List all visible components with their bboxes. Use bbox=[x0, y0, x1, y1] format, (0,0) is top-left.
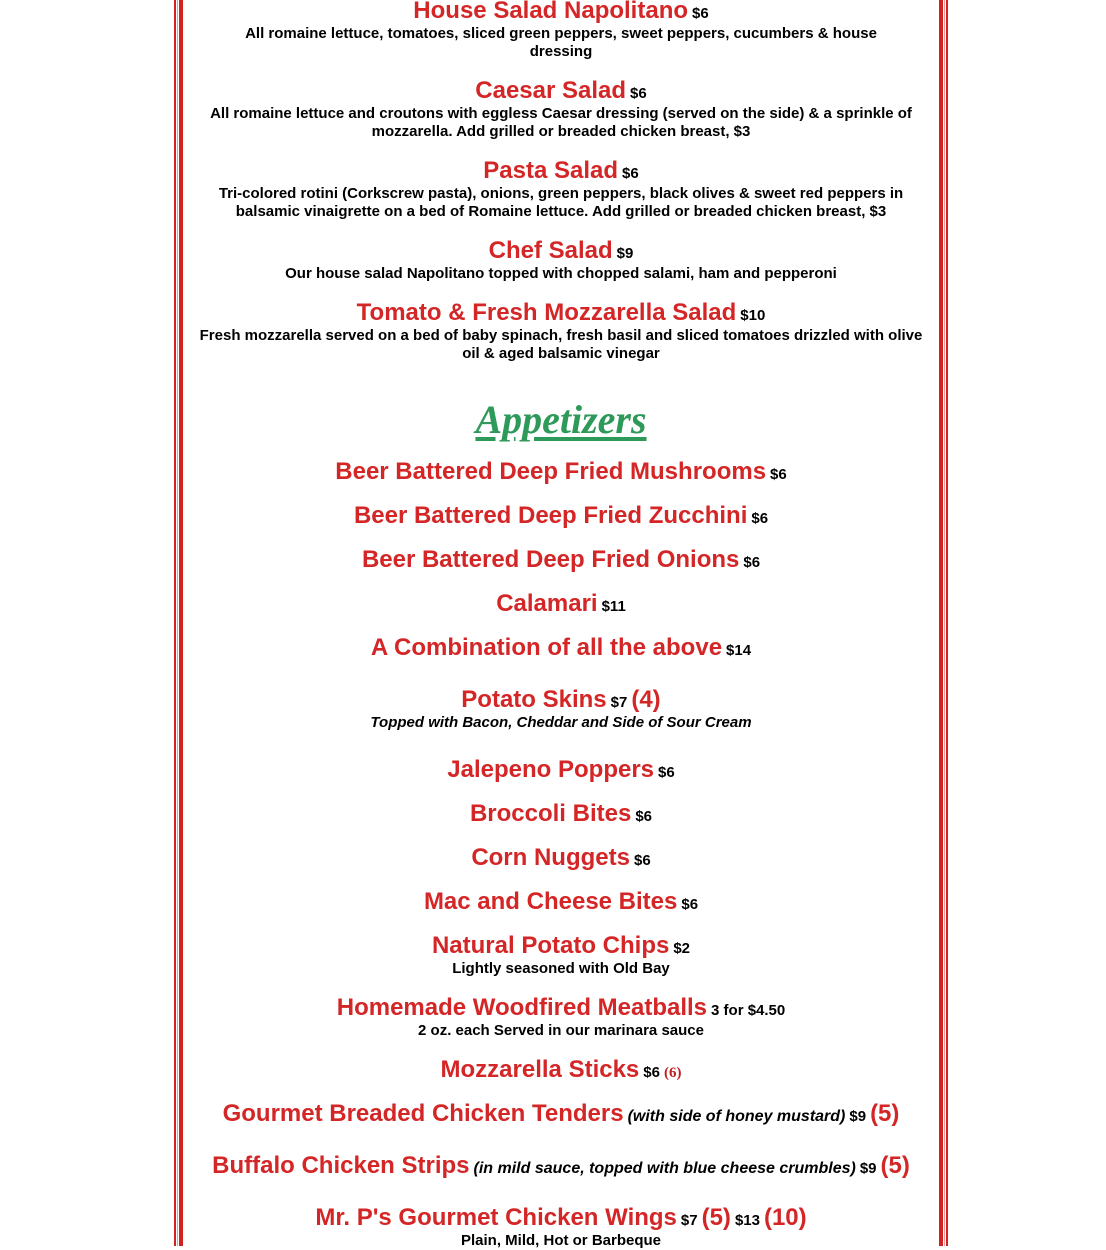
item-description: All romaine lettuce and croutons with eggless Caesar dressing (served on the side) & a sprinkle of mozzarella. Add grilled or breaded chicken breast, $3 bbox=[210, 105, 912, 140]
item-name: Beer Battered Deep Fried Zucchini bbox=[353, 502, 748, 529]
section-title-appetizers: Appetizers bbox=[475, 397, 647, 442]
item-name: Potato Skins bbox=[461, 686, 607, 713]
item-name: Buffalo Chicken Strips bbox=[212, 1152, 470, 1179]
item-name: Homemade Woodfired Meatballs bbox=[336, 994, 708, 1021]
item-note: (with side of honey mustard) bbox=[627, 1108, 846, 1125]
item-name: Jalepeno Poppers bbox=[447, 756, 655, 783]
item-name: Caesar Salad bbox=[475, 77, 627, 104]
menu-item-broccoli-bites bbox=[184, 800, 938, 828]
item-price: 3 for $4.50 bbox=[711, 1002, 786, 1019]
item-count: (5) bbox=[880, 1152, 910, 1179]
item-description: Tri-colored rotini (Corkscrew pasta), onions, green peppers, black olives & sweet red peppers in balsamic vinaigrette on a bed of Romaine lettuce. Add grilled or breaded chicken breast, $3 bbox=[218, 185, 904, 220]
menu-item-potato-chips bbox=[184, 932, 938, 978]
menu-item-caesar-salad bbox=[184, 77, 938, 141]
menu-item-combination bbox=[184, 634, 938, 662]
menu-item-chef-salad bbox=[184, 237, 938, 283]
menu-item-zucchini bbox=[184, 502, 938, 530]
item-name: Beer Battered Deep Fried Mushrooms bbox=[335, 458, 767, 485]
item-name: Gourmet Breaded Chicken Tenders bbox=[222, 1100, 624, 1127]
item-count: (10) bbox=[763, 1204, 807, 1231]
item-name: Natural Potato Chips bbox=[431, 932, 670, 959]
menu-item-mozzarella-sticks bbox=[184, 1056, 938, 1084]
item-name: Corn Nuggets bbox=[471, 844, 630, 871]
item-name: A Combination of all the above bbox=[370, 634, 723, 661]
menu-item-jalepeno-poppers bbox=[184, 756, 938, 784]
item-name: House Salad Napolitano bbox=[413, 0, 689, 24]
item-description: All romaine lettuce, tomatoes, sliced green peppers, sweet peppers, cucumbers & house dressing bbox=[245, 25, 877, 60]
item-price: $6 bbox=[630, 85, 647, 102]
item-price: $6 bbox=[633, 852, 651, 869]
item-price: $6 bbox=[681, 896, 699, 913]
menu-item-corn-nuggets bbox=[184, 844, 938, 872]
item-price: $2 bbox=[673, 940, 691, 957]
item-name: Broccoli Bites bbox=[469, 800, 632, 827]
menu-item-meatballs bbox=[184, 994, 938, 1040]
item-price: $9 bbox=[859, 1160, 877, 1177]
item-description: Plain, Mild, Hot or Barbeque bbox=[460, 1232, 662, 1249]
item-name: Tomato & Fresh Mozzarella Salad bbox=[356, 299, 737, 326]
item-description: Our house salad Napolitano topped with chopped salami, ham and pepperoni bbox=[285, 265, 837, 282]
item-price: $6 bbox=[743, 554, 761, 571]
menu-item-chicken-wings bbox=[184, 1204, 938, 1250]
item-description: Topped with Bacon, Cheddar and Side of Sour Cream bbox=[370, 714, 752, 731]
item-description: 2 oz. each Served in our marinara sauce bbox=[418, 1022, 704, 1039]
item-count: (5) bbox=[701, 1204, 731, 1231]
item-price: $11 bbox=[601, 598, 626, 615]
item-price: $6 bbox=[658, 764, 675, 781]
item-name: Mr. P's Gourmet Chicken Wings bbox=[315, 1204, 677, 1231]
left-border-stripes bbox=[174, 0, 184, 1246]
menu-item-buffalo-strips bbox=[184, 1152, 938, 1180]
item-price: $6 bbox=[770, 466, 787, 483]
item-count: (5) bbox=[870, 1100, 900, 1127]
right-border-stripes bbox=[938, 0, 948, 1246]
menu-item-chicken-tenders bbox=[184, 1100, 938, 1128]
item-description: Lightly seasoned with Old Bay bbox=[452, 960, 670, 977]
menu-item-potato-skins bbox=[184, 686, 938, 732]
item-price: $6 bbox=[692, 5, 709, 22]
item-price: $6 bbox=[751, 510, 769, 527]
item-name: Beer Battered Deep Fried Onions bbox=[361, 546, 740, 573]
item-price: $7 bbox=[680, 1212, 698, 1229]
item-price: $9 bbox=[616, 245, 634, 262]
menu-item-mushrooms bbox=[184, 458, 938, 486]
item-count: (4) bbox=[631, 686, 661, 713]
item-price: $9 bbox=[849, 1108, 867, 1125]
item-note: (in mild sauce, topped with blue cheese crumbles) bbox=[473, 1160, 856, 1177]
item-price: $7 bbox=[610, 694, 628, 711]
item-price: $10 bbox=[740, 307, 766, 324]
item-description: Fresh mozzarella served on a bed of baby spinach, fresh basil and sliced tomatoes drizzled with olive oil & aged balsamic vinegar bbox=[199, 327, 923, 362]
menu-item-pasta-salad bbox=[184, 157, 938, 221]
menu-item-mac-cheese-bites bbox=[184, 888, 938, 916]
item-name: Calamari bbox=[496, 590, 598, 617]
item-name: Mozzarella Sticks bbox=[440, 1056, 640, 1083]
menu-item-tomato-mozzarella-salad bbox=[184, 299, 938, 363]
item-price: $6 bbox=[643, 1064, 660, 1081]
item-price: $13 bbox=[734, 1212, 760, 1229]
menu-item-house-salad bbox=[184, 0, 938, 61]
item-name: Pasta Salad bbox=[483, 157, 619, 184]
item-price: $6 bbox=[635, 808, 653, 825]
item-name: Chef Salad bbox=[488, 237, 613, 264]
item-name: Mac and Cheese Bites bbox=[423, 888, 678, 915]
menu-item-calamari bbox=[184, 590, 938, 618]
item-price: $6 bbox=[622, 165, 639, 182]
menu-item-onions bbox=[184, 546, 938, 574]
item-count: (6) bbox=[663, 1065, 682, 1081]
item-price: $14 bbox=[726, 642, 752, 659]
